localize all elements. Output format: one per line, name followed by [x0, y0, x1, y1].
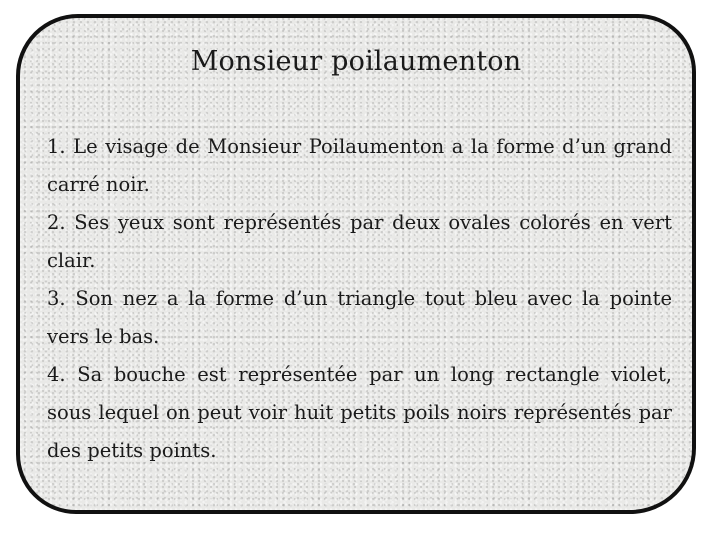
description-item-4: 4. Sa bouche est représentée par un long rectangle violet, sous lequel on peut voir huit petits poils noirs représentés par des petits points. — [47, 363, 672, 462]
description-item-3: 3. Son nez a la forme d’un triangle tout bleu avec la pointe vers le bas. — [47, 287, 672, 348]
description-list — [47, 128, 672, 470]
description-item-1: 1. Le visage de Monsieur Poilaumenton a la forme d’un grand carré noir. — [47, 135, 672, 196]
card-title: Monsieur poilaumenton — [190, 46, 522, 77]
description-item-2: 2. Ses yeux sont représentés par deux ovales colorés en vert clair. — [47, 211, 672, 272]
description-card — [16, 14, 696, 514]
